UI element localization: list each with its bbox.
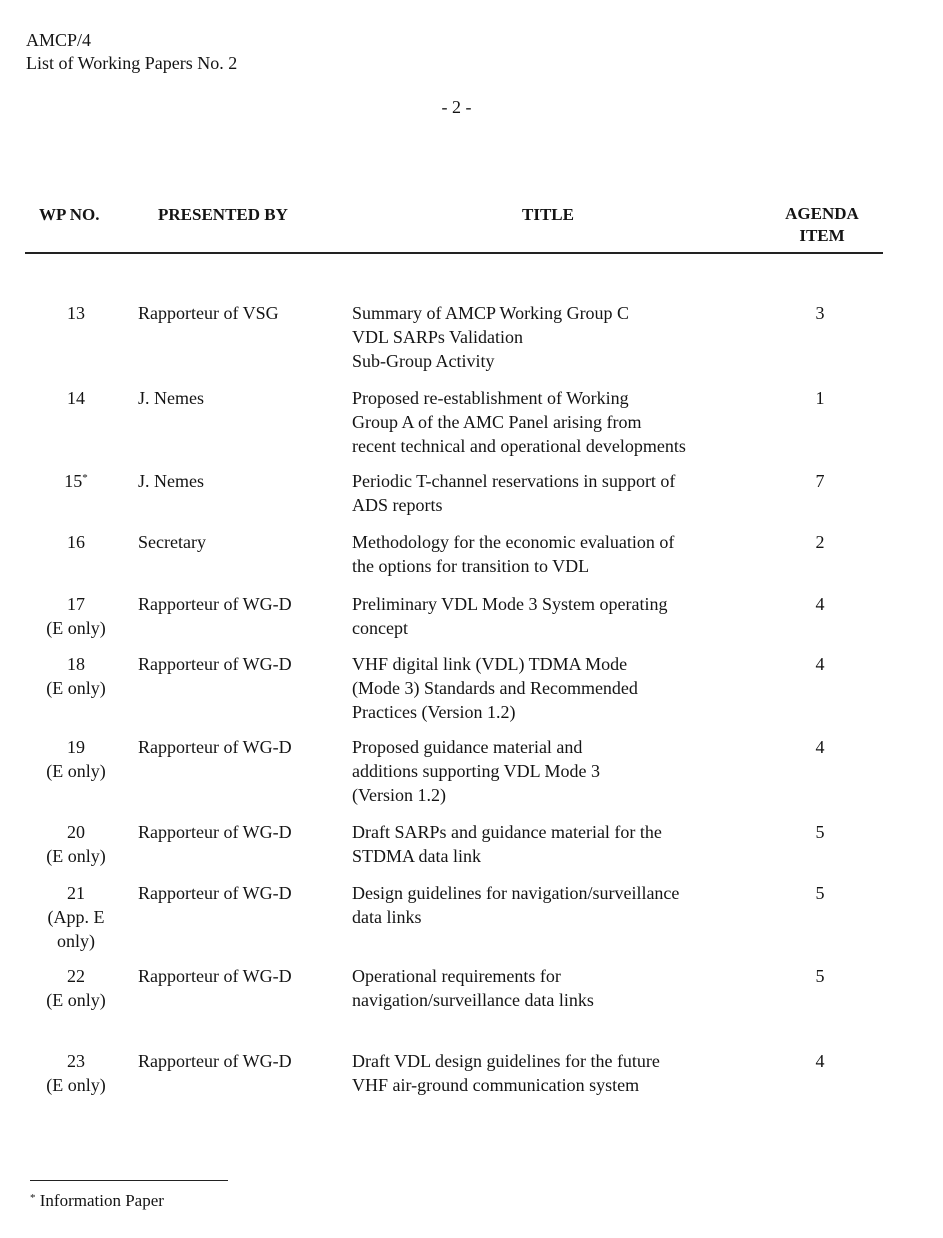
wp-number [32,1049,120,1073]
wp-number-cell [32,530,120,554]
wp-number-text: 13 [67,303,85,323]
title-line: recent technical and operational developments [352,436,686,456]
wp-number-text: 15 [64,471,83,491]
agenda-item-cell: 3 [815,303,825,323]
information-paper-marker: * [82,472,88,484]
wp-number [32,301,120,325]
presented-by-cell: J. Nemes [138,471,204,491]
page-number: - 2 - [441,97,472,117]
wp-number [32,469,120,493]
agenda-item-cell: 1 [815,388,825,408]
wp-number-text: 20 [67,822,85,842]
agenda-item-cell: 4 [815,654,825,674]
title-line: concept [352,618,408,638]
wp-number-text: 14 [67,388,85,408]
title-line: STDMA data link [352,846,481,866]
title-line: VHF digital link (VDL) TDMA Mode [352,654,628,674]
agenda-item-cell: 7 [815,471,825,491]
agenda-header-line2: ITEM [799,226,845,245]
presented-by-cell: J. Nemes [138,388,204,408]
title-line: Operational requirements for [352,966,561,986]
title-line: Practices (Version 1.2) [352,702,516,722]
wp-number-cell [32,1049,120,1097]
wp-number [32,820,120,844]
document-code: AMCP/4 [26,30,92,50]
title-line: Preliminary VDL Mode 3 System operating [352,594,668,614]
wp-language-note: (E only) [46,618,106,638]
wp-number-cell [32,652,120,700]
title-cell [352,964,752,1012]
title-cell [352,469,752,517]
wp-number-text: 23 [67,1051,85,1071]
agenda-item-cell: 5 [815,822,825,842]
column-header-title: TITLE [522,205,574,224]
title-cell [352,530,752,578]
title-line: ADS reports [352,495,443,515]
wp-number-cell [32,964,120,1012]
agenda-item-cell: 4 [815,737,825,757]
title-line: Periodic T-channel reservations in support of [352,471,676,491]
wp-number-text: 22 [67,966,85,986]
presented-by-cell: Rapporteur of WG-D [138,654,292,674]
presented-by-cell: Rapporteur of WG-D [138,737,292,757]
wp-number-text: 21 [67,883,85,903]
title-line: Sub-Group Activity [352,351,495,371]
agenda-item-cell: 5 [815,883,825,903]
wp-language-note: only) [57,931,95,951]
title-line: Proposed re-establishment of Working [352,388,629,408]
title-cell [352,735,752,807]
wp-number-cell [32,881,120,953]
title-cell [352,881,752,929]
wp-number [32,592,120,616]
wp-number [32,735,120,759]
presented-by-cell: Secretary [138,532,206,552]
title-line: VHF air-ground communication system [352,1075,640,1095]
wp-number [32,964,120,988]
presented-by-cell: Rapporteur of WG-D [138,822,292,842]
wp-language-note: (E only) [46,846,106,866]
title-line: additions supporting VDL Mode 3 [352,761,600,781]
wp-language-note: (E only) [46,761,106,781]
presented-by-cell: Rapporteur of WG-D [138,883,292,903]
wp-language-note: (App. E [47,907,105,927]
wp-language-note: (E only) [46,990,106,1010]
agenda-item-cell: 4 [815,1051,825,1071]
title-line: Proposed guidance material and [352,737,583,757]
wp-language-note: (E only) [46,678,106,698]
footnote-marker: * [30,1192,36,1204]
wp-number-cell [32,386,120,410]
agenda-item-cell: 4 [815,594,825,614]
title-line: (Version 1.2) [352,785,446,805]
title-cell [352,1049,752,1097]
title-line: the options for transition to VDL [352,556,590,576]
agenda-item-cell: 5 [815,966,825,986]
wp-number [32,881,120,905]
title-line: navigation/surveillance data links [352,990,594,1010]
column-header-agenda-item [772,203,872,247]
column-header-presented-by: PRESENTED BY [158,205,288,224]
title-line: Design guidelines for navigation/surveillance [352,883,680,903]
header-rule [25,252,883,254]
presented-by-cell: Rapporteur of WG-D [138,966,292,986]
wp-number [32,652,120,676]
title-line: data links [352,907,422,927]
title-line: (Mode 3) Standards and Recommended [352,678,638,698]
document-subtitle: List of Working Papers No. 2 [26,53,238,73]
wp-number-cell [32,469,120,493]
title-line: Summary of AMCP Working Group C [352,303,630,323]
wp-number-text: 19 [67,737,85,757]
presented-by-cell: Rapporteur of VSG [138,303,279,323]
footnote-rule [30,1180,228,1181]
title-line: Draft SARPs and guidance material for the [352,822,662,842]
agenda-header-line1: AGENDA [785,204,859,223]
wp-number-text: 17 [67,594,85,614]
wp-number [32,530,120,554]
title-cell [352,301,752,373]
title-line: Draft VDL design guidelines for the future [352,1051,660,1071]
title-cell [352,652,752,724]
presented-by-cell: Rapporteur of WG-D [138,594,292,614]
title-line: Methodology for the economic evaluation of [352,532,675,552]
footnote-text: Information Paper [39,1191,164,1210]
title-line: Group A of the AMC Panel arising from [352,412,642,432]
column-header-wp-no: WP NO. [39,205,100,224]
wp-number-cell [32,301,120,325]
title-cell [352,592,752,640]
wp-language-note: (E only) [46,1075,106,1095]
wp-number-text: 16 [67,532,85,552]
wp-number [32,386,120,410]
title-line: VDL SARPs Validation [352,327,524,347]
wp-number-cell [32,592,120,640]
presented-by-cell: Rapporteur of WG-D [138,1051,292,1071]
wp-number-cell [32,820,120,868]
title-cell [352,386,752,458]
wp-number-cell [32,735,120,783]
agenda-item-cell: 2 [815,532,825,552]
footnote [30,1190,164,1212]
wp-number-text: 18 [67,654,85,674]
title-cell [352,820,752,868]
